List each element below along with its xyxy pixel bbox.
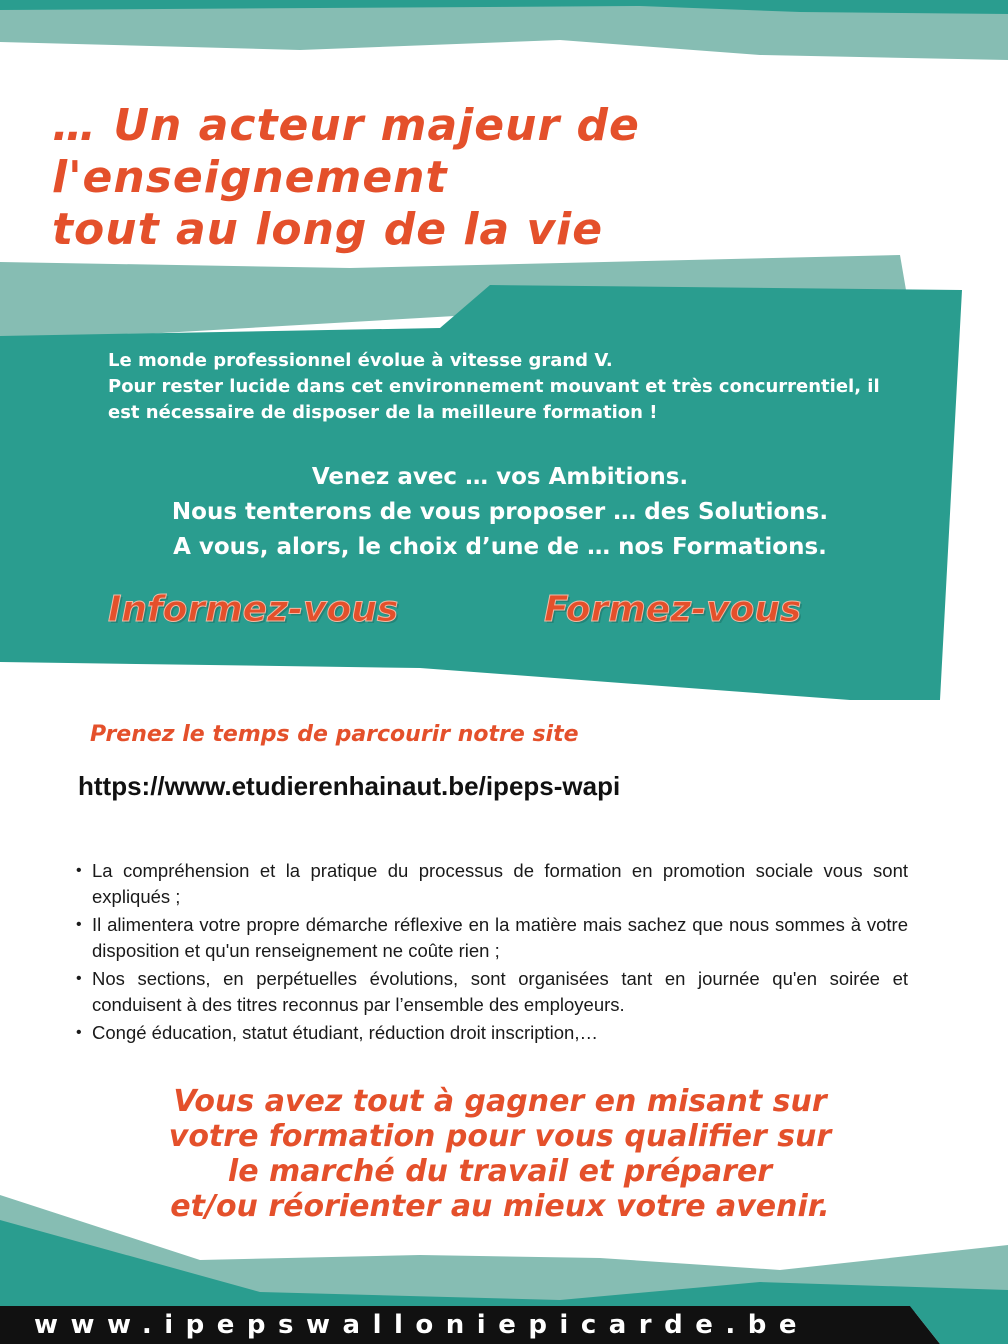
closing-line-3: le marché du travail et préparer — [227, 1154, 773, 1189]
list-item-text: Congé éducation, statut étudiant, réduction droit inscription,… — [92, 1022, 598, 1043]
slogan-line-2: Nous tenterons de vous proposer … des Solutions. — [171, 499, 829, 525]
footer-website[interactable]: www.ipepswalloniepicarde.be — [34, 1310, 809, 1340]
list-item-text: Nos sections, en perpétuelles évolutions, sont organisées tant en journée qu'en soirée et conduisent à des titres reconnus par l’ensemble des employeurs. — [92, 968, 908, 1015]
list-item-text: Il alimentera votre propre démarche réflexive en la matière mais sachez que nous sommes à votre disposition et qu'un renseignement ne coûte rien ; — [92, 914, 908, 961]
intro-line-2: Pour rester lucide dans cet environnement mouvant et très concurrentiel, il — [108, 376, 880, 397]
headline — [52, 100, 972, 256]
bullet-icon: • — [76, 916, 82, 933]
list-item — [76, 1020, 908, 1046]
bullet-icon: • — [76, 1024, 82, 1041]
list-item — [76, 858, 908, 910]
closing-line-2: votre formation pour vous qualifier sur — [168, 1119, 832, 1154]
site-prompt: Prenez le temps de parcourir notre site — [90, 722, 579, 747]
intro-line-1: Le monde professionnel évolue à vitesse grand V. — [108, 350, 613, 371]
list-item-text: La compréhension et la pratique du processus de formation en promotion sociale vous sont expliqués ; — [92, 860, 908, 907]
closing-line-1: Vous avez tout à gagner en misant sur — [173, 1084, 827, 1119]
intro-paragraph — [108, 348, 888, 426]
cta-informez-vous: Informez-vous — [108, 589, 399, 630]
slogan — [100, 460, 900, 565]
slogan-line-3: A vous, alors, le choix d’une de … nos Formations. — [173, 534, 827, 560]
headline-line-2: tout au long de la vie — [52, 204, 604, 255]
closing-message — [80, 1084, 920, 1224]
bullet-icon: • — [76, 862, 82, 879]
bullet-icon: • — [76, 970, 82, 987]
list-item — [76, 912, 908, 964]
list-item — [76, 966, 908, 1018]
headline-line-1: … Un acteur majeur de l'enseignement — [52, 100, 640, 203]
benefits-list — [76, 858, 908, 1048]
cta-formez-vous: Formez-vous — [544, 589, 802, 630]
intro-line-3: est nécessaire de disposer de la meilleure formation ! — [108, 402, 658, 423]
website-link[interactable]: https://www.etudierenhainaut.be/ipeps-wapi — [78, 771, 621, 801]
slogan-line-1: Venez avec … vos Ambitions. — [311, 464, 689, 490]
closing-line-4: et/ou réorienter au mieux votre avenir. — [170, 1189, 830, 1224]
